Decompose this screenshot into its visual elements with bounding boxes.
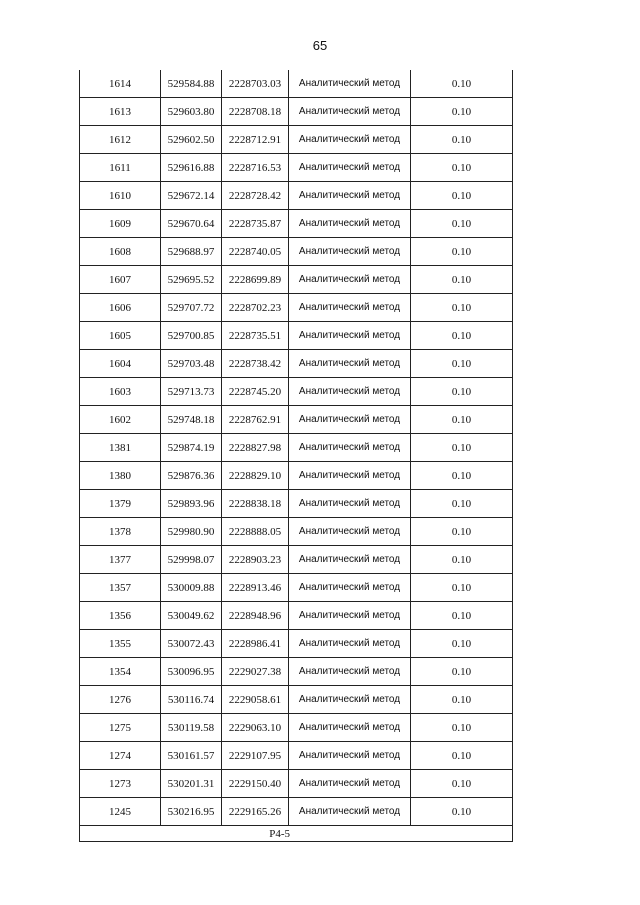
error-cell: 0.10	[411, 182, 513, 210]
x-coordinate-cell: 529980.90	[161, 518, 222, 546]
point-id-cell: 1245	[80, 798, 161, 826]
error-cell: 0.10	[411, 406, 513, 434]
y-coordinate-cell: 2228740.05	[222, 238, 289, 266]
error-cell: 0.10	[411, 490, 513, 518]
method-cell: Аналитический метод	[289, 630, 411, 658]
point-id-cell: 1354	[80, 658, 161, 686]
table-row	[80, 210, 513, 238]
y-coordinate-cell: 2228986.41	[222, 630, 289, 658]
method-cell: Аналитический метод	[289, 266, 411, 294]
table-row	[80, 294, 513, 322]
table-row	[80, 154, 513, 182]
error-cell: 0.10	[411, 574, 513, 602]
method-cell: Аналитический метод	[289, 574, 411, 602]
y-coordinate-cell: 2228703.03	[222, 70, 289, 98]
x-coordinate-cell: 529695.52	[161, 266, 222, 294]
y-coordinate-cell: 2229063.10	[222, 714, 289, 742]
table-row	[80, 322, 513, 350]
y-coordinate-cell: 2228708.18	[222, 98, 289, 126]
point-id-cell: 1602	[80, 406, 161, 434]
method-cell: Аналитический метод	[289, 378, 411, 406]
point-id-cell: 1380	[80, 462, 161, 490]
y-coordinate-cell: 2229165.26	[222, 798, 289, 826]
table-row	[80, 658, 513, 686]
page-number: 65	[312, 38, 328, 53]
table-row	[80, 238, 513, 266]
point-id-cell: 1357	[80, 574, 161, 602]
x-coordinate-cell: 529616.88	[161, 154, 222, 182]
x-coordinate-cell: 529670.64	[161, 210, 222, 238]
error-cell: 0.10	[411, 126, 513, 154]
error-cell: 0.10	[411, 462, 513, 490]
method-cell: Аналитический метод	[289, 294, 411, 322]
point-id-cell: 1604	[80, 350, 161, 378]
x-coordinate-cell: 530009.88	[161, 574, 222, 602]
y-coordinate-cell: 2229107.95	[222, 742, 289, 770]
table-row	[80, 406, 513, 434]
x-coordinate-cell: 529603.80	[161, 98, 222, 126]
table-row	[80, 770, 513, 798]
table-row	[80, 686, 513, 714]
point-id-cell: 1381	[80, 434, 161, 462]
error-cell: 0.10	[411, 742, 513, 770]
method-cell: Аналитический метод	[289, 434, 411, 462]
x-coordinate-cell: 529876.36	[161, 462, 222, 490]
x-coordinate-cell: 530072.43	[161, 630, 222, 658]
y-coordinate-cell: 2228888.05	[222, 518, 289, 546]
error-cell: 0.10	[411, 658, 513, 686]
point-id-cell: 1273	[80, 770, 161, 798]
error-cell: 0.10	[411, 154, 513, 182]
x-coordinate-cell: 529602.50	[161, 126, 222, 154]
point-id-cell: 1608	[80, 238, 161, 266]
table-row	[80, 70, 513, 98]
x-coordinate-cell: 529688.97	[161, 238, 222, 266]
point-id-cell: 1611	[80, 154, 161, 182]
y-coordinate-cell: 2228903.23	[222, 546, 289, 574]
y-coordinate-cell: 2228699.89	[222, 266, 289, 294]
table-row	[80, 182, 513, 210]
point-id-cell: 1606	[80, 294, 161, 322]
y-coordinate-cell: 2228702.23	[222, 294, 289, 322]
x-coordinate-cell: 529998.07	[161, 546, 222, 574]
y-coordinate-cell: 2228745.20	[222, 378, 289, 406]
table-row	[80, 630, 513, 658]
method-cell: Аналитический метод	[289, 686, 411, 714]
point-id-cell: 1378	[80, 518, 161, 546]
y-coordinate-cell: 2228728.42	[222, 182, 289, 210]
point-id-cell: 1276	[80, 686, 161, 714]
x-coordinate-cell: 529672.14	[161, 182, 222, 210]
error-cell: 0.10	[411, 70, 513, 98]
y-coordinate-cell: 2229058.61	[222, 686, 289, 714]
x-coordinate-cell: 529700.85	[161, 322, 222, 350]
error-cell: 0.10	[411, 518, 513, 546]
y-coordinate-cell: 2228948.96	[222, 602, 289, 630]
x-coordinate-cell: 530161.57	[161, 742, 222, 770]
error-cell: 0.10	[411, 294, 513, 322]
y-coordinate-cell: 2228827.98	[222, 434, 289, 462]
table-row	[80, 742, 513, 770]
method-cell: Аналитический метод	[289, 406, 411, 434]
error-cell: 0.10	[411, 798, 513, 826]
point-id-cell: 1377	[80, 546, 161, 574]
table-row	[80, 126, 513, 154]
error-cell: 0.10	[411, 98, 513, 126]
error-cell: 0.10	[411, 434, 513, 462]
error-cell: 0.10	[411, 714, 513, 742]
x-coordinate-cell: 529748.18	[161, 406, 222, 434]
point-id-cell: 1607	[80, 266, 161, 294]
method-cell: Аналитический метод	[289, 770, 411, 798]
point-id-cell: 1379	[80, 490, 161, 518]
table-row	[80, 490, 513, 518]
method-cell: Аналитический метод	[289, 154, 411, 182]
method-cell: Аналитический метод	[289, 462, 411, 490]
error-cell: 0.10	[411, 322, 513, 350]
error-cell: 0.10	[411, 686, 513, 714]
method-cell: Аналитический метод	[289, 238, 411, 266]
method-cell: Аналитический метод	[289, 322, 411, 350]
y-coordinate-cell: 2228735.51	[222, 322, 289, 350]
error-cell: 0.10	[411, 546, 513, 574]
method-cell: Аналитический метод	[289, 714, 411, 742]
method-cell: Аналитический метод	[289, 490, 411, 518]
point-id-cell: 1614	[80, 70, 161, 98]
table-row	[80, 518, 513, 546]
table-row	[80, 798, 513, 826]
y-coordinate-cell: 2228762.91	[222, 406, 289, 434]
error-cell: 0.10	[411, 630, 513, 658]
x-coordinate-cell: 530201.31	[161, 770, 222, 798]
point-id-cell: 1274	[80, 742, 161, 770]
x-coordinate-cell: 529893.96	[161, 490, 222, 518]
method-cell: Аналитический метод	[289, 798, 411, 826]
point-id-cell: 1355	[80, 630, 161, 658]
method-cell: Аналитический метод	[289, 518, 411, 546]
y-coordinate-cell: 2228716.53	[222, 154, 289, 182]
method-cell: Аналитический метод	[289, 742, 411, 770]
y-coordinate-cell: 2228738.42	[222, 350, 289, 378]
table-row	[80, 378, 513, 406]
table-row	[80, 546, 513, 574]
method-cell: Аналитический метод	[289, 70, 411, 98]
x-coordinate-cell: 530049.62	[161, 602, 222, 630]
footer-label-cell	[80, 826, 513, 842]
table-row	[80, 714, 513, 742]
table-row	[80, 266, 513, 294]
table-row	[80, 434, 513, 462]
error-cell: 0.10	[411, 378, 513, 406]
error-cell: 0.10	[411, 238, 513, 266]
table-row	[80, 350, 513, 378]
point-id-cell: 1612	[80, 126, 161, 154]
point-id-cell: 1613	[80, 98, 161, 126]
method-cell: Аналитический метод	[289, 210, 411, 238]
point-id-cell: 1610	[80, 182, 161, 210]
method-cell: Аналитический метод	[289, 350, 411, 378]
y-coordinate-cell: 2228838.18	[222, 490, 289, 518]
error-cell: 0.10	[411, 266, 513, 294]
table-row	[80, 602, 513, 630]
x-coordinate-cell: 530216.95	[161, 798, 222, 826]
x-coordinate-cell: 529707.72	[161, 294, 222, 322]
method-cell: Аналитический метод	[289, 126, 411, 154]
table-row	[80, 98, 513, 126]
y-coordinate-cell: 2229027.38	[222, 658, 289, 686]
x-coordinate-cell: 529703.48	[161, 350, 222, 378]
y-coordinate-cell: 2228913.46	[222, 574, 289, 602]
error-cell: 0.10	[411, 602, 513, 630]
point-id-cell: 1609	[80, 210, 161, 238]
point-id-cell: 1605	[80, 322, 161, 350]
method-cell: Аналитический метод	[289, 602, 411, 630]
error-cell: 0.10	[411, 350, 513, 378]
error-cell: 0.10	[411, 770, 513, 798]
error-cell: 0.10	[411, 210, 513, 238]
method-cell: Аналитический метод	[289, 546, 411, 574]
y-coordinate-cell: 2228735.87	[222, 210, 289, 238]
y-coordinate-cell: 2228712.91	[222, 126, 289, 154]
footer-label: Р4-5	[269, 827, 290, 840]
x-coordinate-cell: 530116.74	[161, 686, 222, 714]
method-cell: Аналитический метод	[289, 182, 411, 210]
x-coordinate-cell: 530119.58	[161, 714, 222, 742]
y-coordinate-cell: 2229150.40	[222, 770, 289, 798]
x-coordinate-cell: 529874.19	[161, 434, 222, 462]
method-cell: Аналитический метод	[289, 658, 411, 686]
point-id-cell: 1275	[80, 714, 161, 742]
coordinates-table-body	[80, 70, 513, 826]
table-row	[80, 574, 513, 602]
x-coordinate-cell: 529713.73	[161, 378, 222, 406]
method-cell: Аналитический метод	[289, 98, 411, 126]
table-footer-row	[80, 826, 513, 842]
point-id-cell: 1356	[80, 602, 161, 630]
coordinates-table	[79, 70, 513, 842]
x-coordinate-cell: 530096.95	[161, 658, 222, 686]
x-coordinate-cell: 529584.88	[161, 70, 222, 98]
y-coordinate-cell: 2228829.10	[222, 462, 289, 490]
point-id-cell: 1603	[80, 378, 161, 406]
table-row	[80, 462, 513, 490]
